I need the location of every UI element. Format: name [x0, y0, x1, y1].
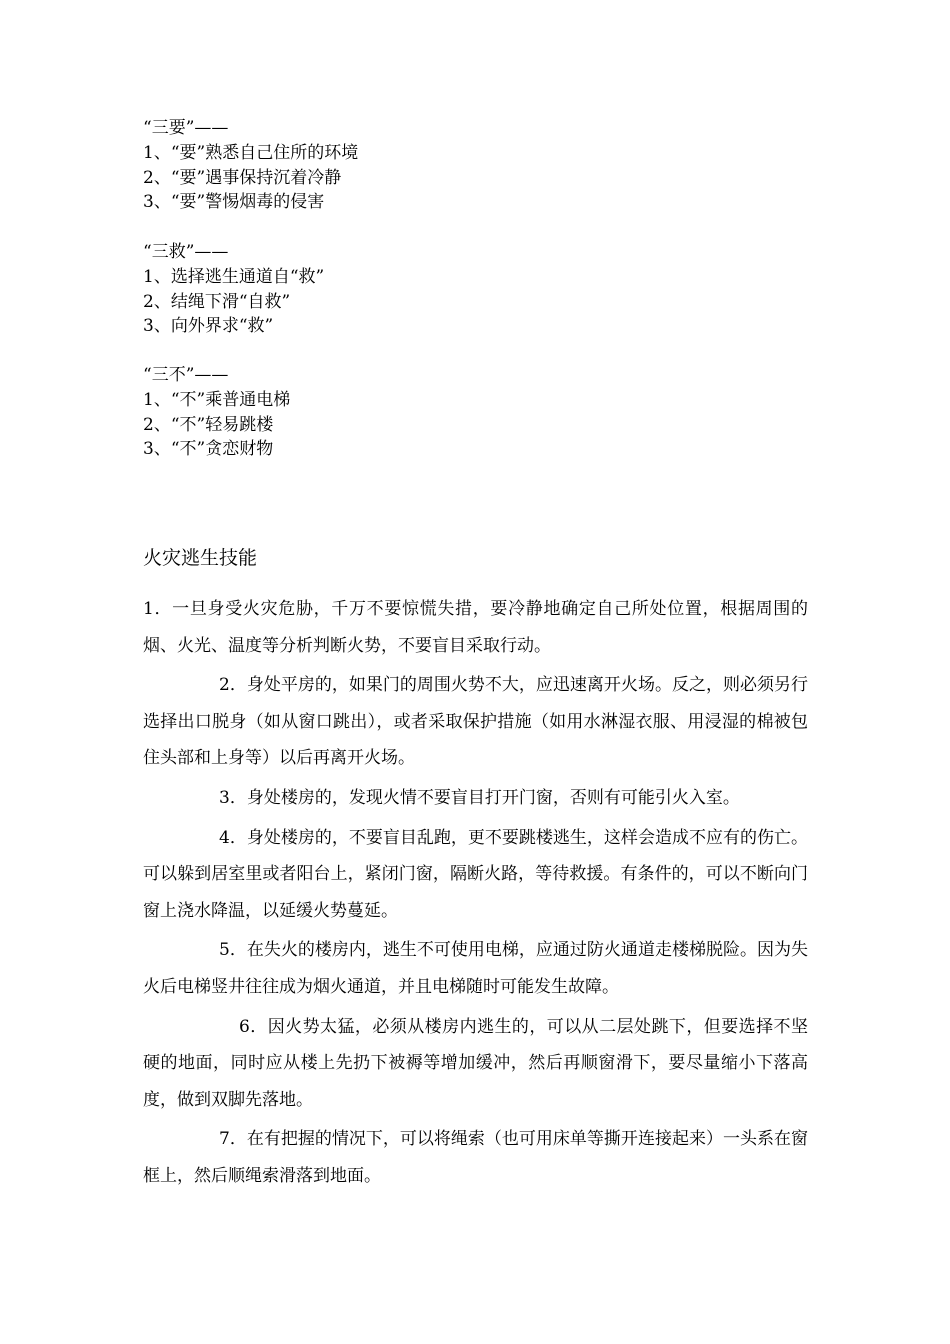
three-musts-list: [143, 116, 358, 215]
list-heading: “三救”——: [143, 242, 229, 262]
list-item: 3、向外界求“救”: [143, 316, 274, 337]
paragraph: 3．身处楼房的，发现火情不要盲目打开门窗，否则有可能引火入室。: [219, 787, 740, 808]
escape-skills-body: [143, 591, 808, 1195]
list-heading: “三要”——: [143, 118, 229, 138]
paragraph: 5．在失火的楼房内，逃生不可使用电梯，应通过防火通道走楼梯脱险。因为失火后电梯竖井往往成为烟火通道，并且电梯随时可能发生故障。: [143, 940, 808, 997]
list-item: 2、“要”遇事保持沉着冷静: [143, 167, 342, 188]
three-donts-list: [143, 363, 290, 462]
paragraph: 2．身处平房的，如果门的周围火势不大，应迅速离开火场。反之，则必须另行选择出口脱身（如从窗口跳出），或者采取保护措施（如用水淋湿衣服、用浸湿的棉被包住头部和上身等）以后再离开火场。: [143, 675, 808, 769]
list-item: 3、“要”警惕烟毒的侵害: [143, 192, 325, 213]
list-item: 1、选择逃生通道自“救”: [143, 266, 325, 287]
list-item: 1、“不”乘普通电梯: [143, 389, 291, 410]
section-title: 火灾逃生技能: [143, 547, 258, 569]
list-item: 2、“不”轻易跳楼: [143, 414, 274, 435]
list-item: 1、“要”熟悉自己住所的环境: [143, 142, 359, 163]
paragraph: 7．在有把握的情况下，可以将绳索（也可用床单等撕开连接起来）一头系在窗框上，然后顺绳索滑落到地面。: [143, 1129, 808, 1186]
paragraph: 6．因火势太猛，必须从楼房内逃生的，可以从二层处跳下，但要选择不坚硬的地面，同时应从楼上先扔下被褥等增加缓冲，然后再顺窗滑下，要尽量缩小下落高度，做到双脚先落地。: [143, 1016, 808, 1110]
list-heading: “三不”——: [143, 365, 229, 385]
paragraph: 1．一旦身受火灾危胁，千万不要惊慌失措，要冷静地确定自己所处位置，根据周围的烟、火光、温度等分析判断火势，不要盲目采取行动。: [143, 599, 808, 656]
list-item: 3、“不”贪恋财物: [143, 439, 274, 460]
list-item: 2、结绳下滑“自救”: [143, 291, 291, 312]
paragraph: 4．身处楼房的，不要盲目乱跑，更不要跳楼逃生，这样会造成不应有的伤亡。可以躲到居室里或者阳台上，紧闭门窗，隔断火路，等待救援。有条件的，可以不断向门窗上浇水降温，以延缓火势蔓延。: [143, 827, 808, 921]
three-rescues-list: [143, 240, 324, 339]
